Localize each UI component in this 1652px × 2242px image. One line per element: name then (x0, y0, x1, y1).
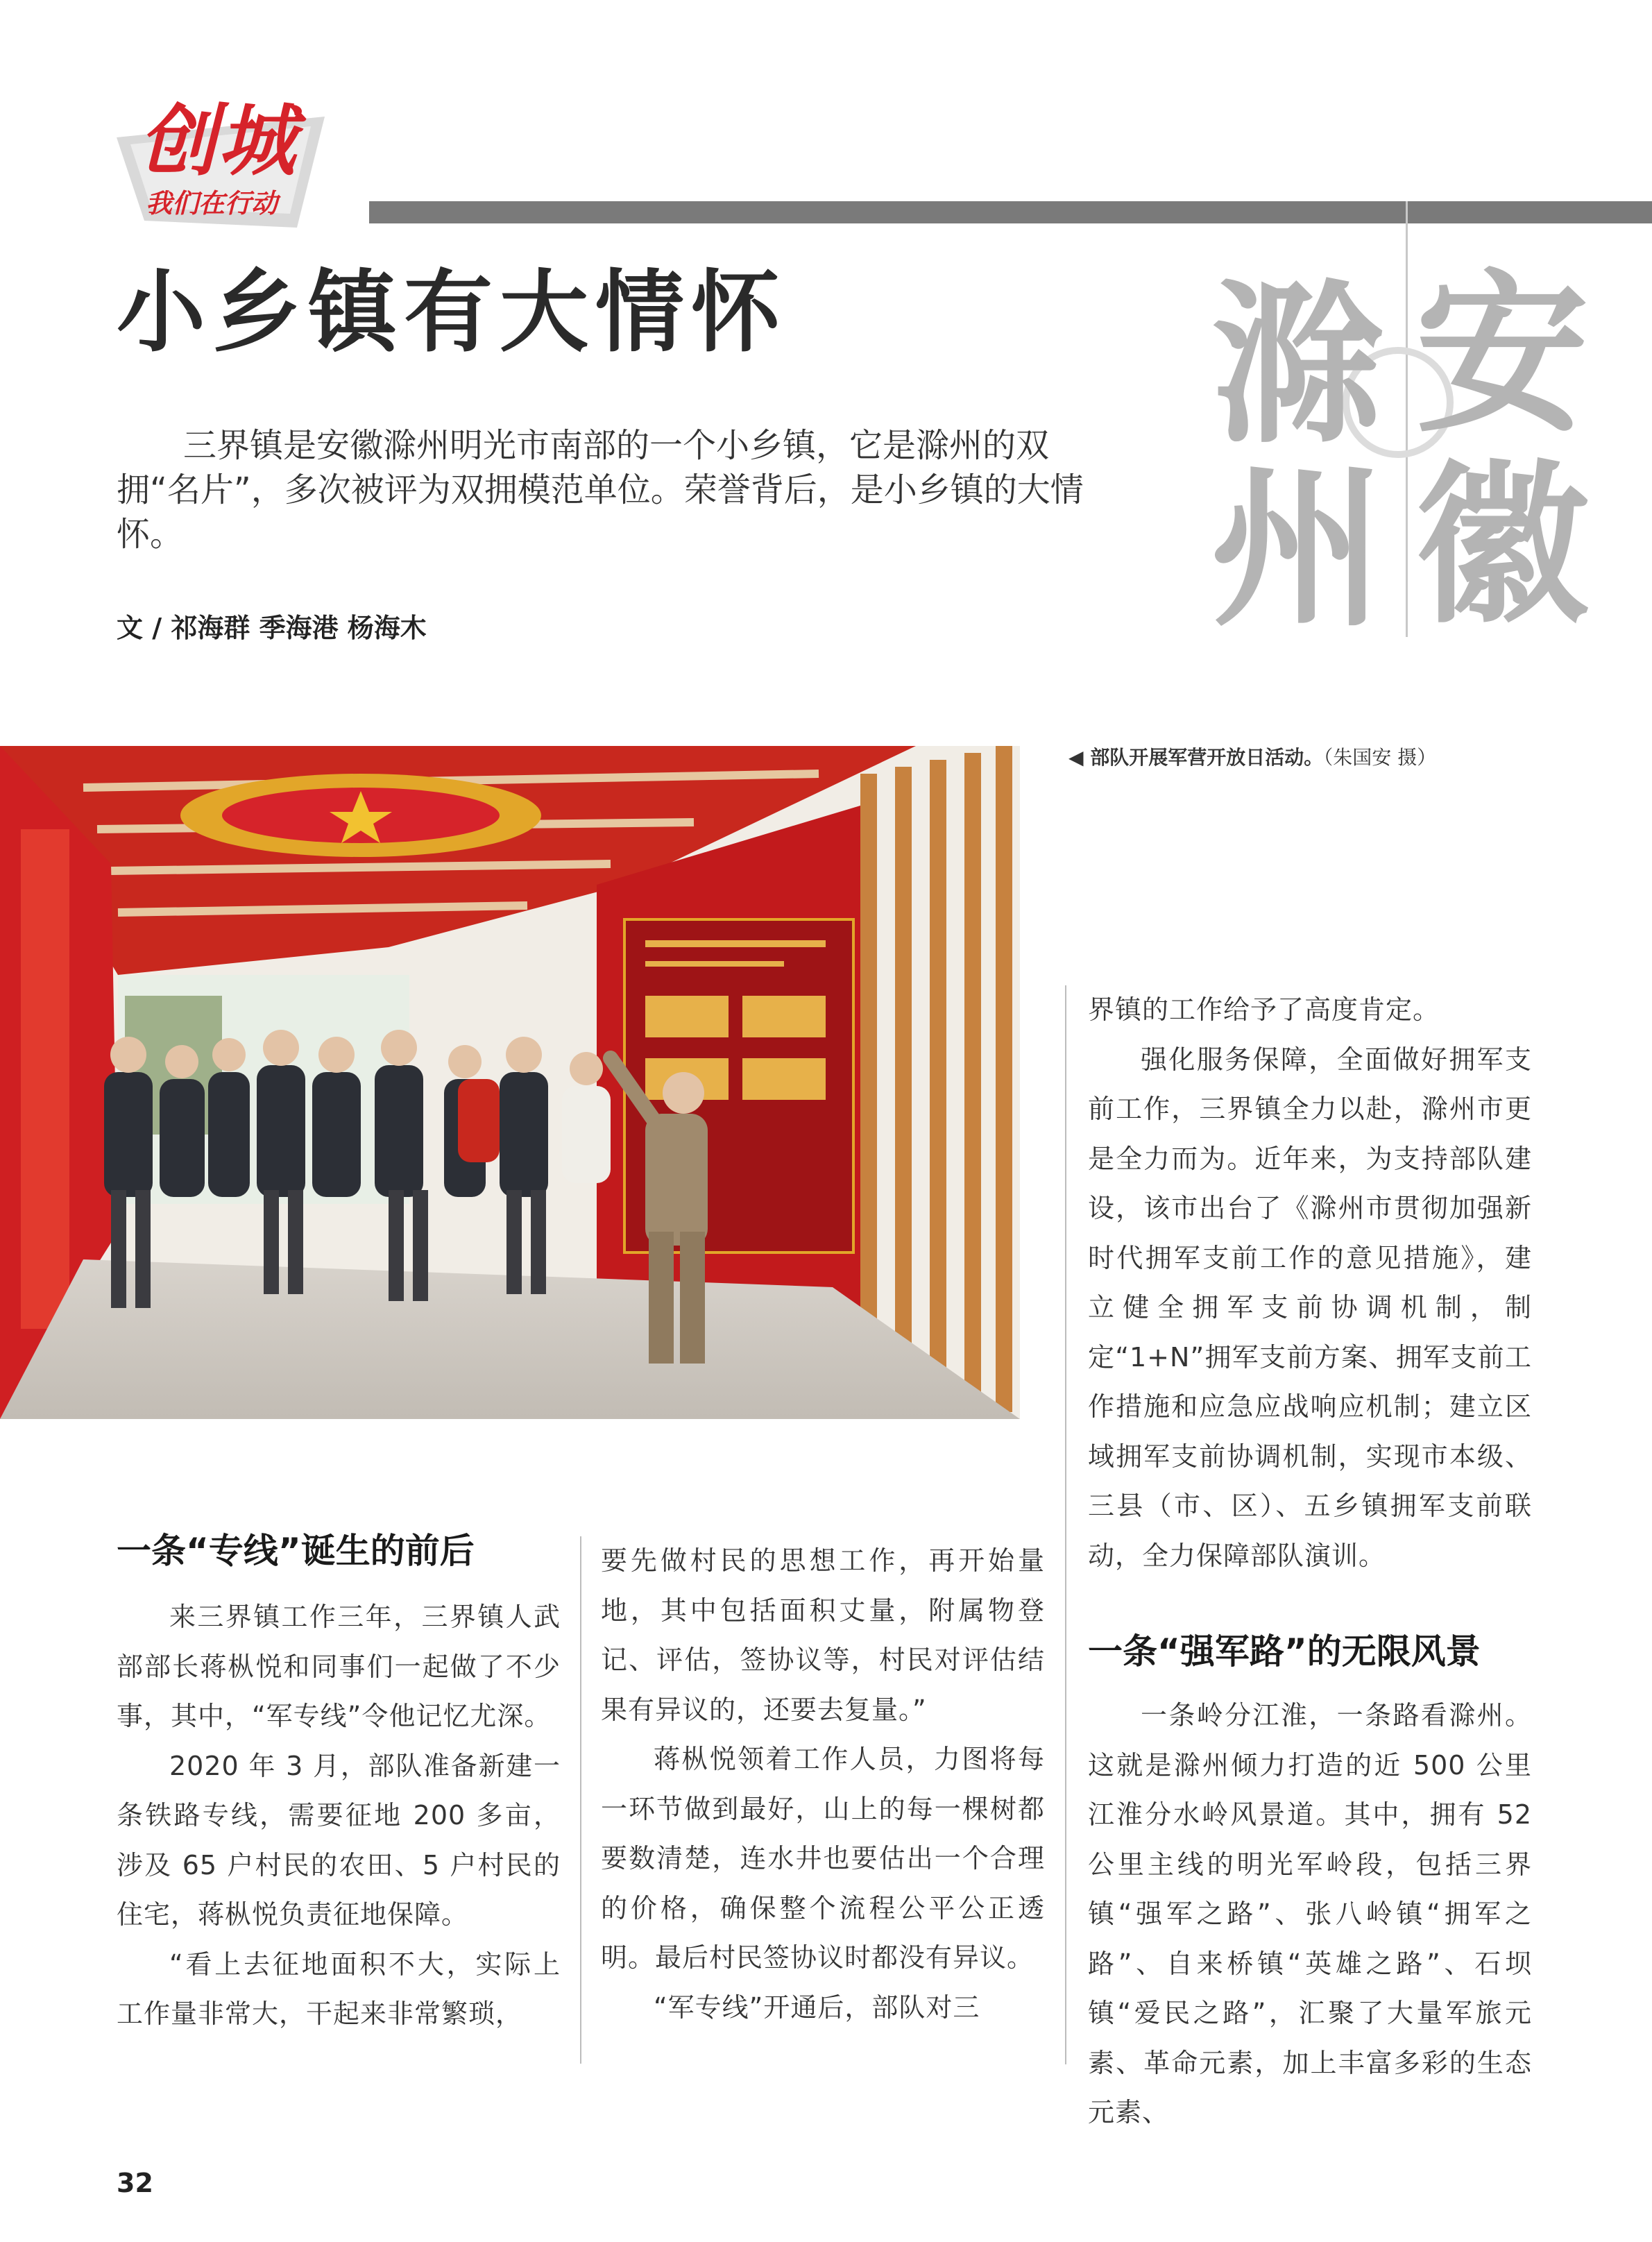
article-lead: 三界镇是安徽滁州明光市南部的一个小乡镇，它是滁州的双拥“名片”，多次被评为双拥模范单位。荣誉背后，是小乡镇的大情怀。 (117, 426, 1084, 554)
section-2-heading: 一条“强军路”的无限风景 (1088, 1631, 1481, 1672)
column-logo-subtitle: 我们在行动 (146, 188, 278, 219)
paragraph: 蒋枞悦领着工作人员，力图将每一环节做到最好，山上的每一棵树都要数清楚，连水井也要估出一个合理的价格，确保整个流程公平公正透明。最后村民签协议时都没有异议。 (601, 1744, 1045, 1973)
paragraph: 要先做村民的思想工作，再开始量地，其中包括面积丈量，附属物登记、评估，签协议等，村民对评估结果有异议的，还要去复量。” (601, 1545, 1045, 1725)
region-char-chu: 滁 (1211, 262, 1384, 466)
photo-caption: ◀ 部队开展军营开放日活动。（朱国安 摄） (1068, 746, 1437, 769)
region-char-an: 安 (1415, 252, 1589, 456)
page-number: 32 (117, 2168, 153, 2198)
paragraph: 强化服务保障，全面做好拥军支前工作，三界镇全力以赴，滁州市更是全力而为。近年来，为支持部队建设，该市出台了《滁州市贯彻加强新时代拥军支前工作的意见措施》，建立健全拥军支前协调机制，制定“1+N”拥军支前方案、拥军支前工作措施和应急应战响应机制；建立区域拥军支前协调机制，实现市本级、三县（市、区）、五乡镇拥军支前联动，全力保障部队演训。 (1088, 1044, 1532, 1571)
body-column-1 (117, 1593, 561, 2039)
paragraph: 一条岭分江淮，一条路看滁州。这就是滁州倾力打造的近 500 公里江淮分水岭风景道。其中，拥有 52 公里主线的明光军岭段，包括三界镇“强军之路”、张八岭镇“拥军之路”、自来桥镇“英雄之路”、石坝镇“爱民之路”，汇聚了大量军旅元素、革命元素，加上丰富多彩的生态元素、 (1088, 1700, 1532, 2128)
photo-illustration (0, 746, 1020, 1419)
article-byline: 文 / 祁海群 季海港 杨海木 (117, 613, 427, 643)
paragraph: 来三界镇工作三年，三界镇人武部部长蒋枞悦和同事们一起做了不少事，其中，“军专线”令他记忆尤深。 (117, 1602, 561, 1731)
paragraph: “看上去征地面积不大，实际上工作量非常大，干起来非常繁琐， (117, 1948, 561, 2029)
region-char-hui: 徽 (1415, 443, 1589, 647)
body-column-3 (1088, 985, 1532, 1581)
column-divider-1 (580, 1536, 581, 2064)
column-divider-2 (1065, 985, 1066, 2064)
region-char-zhou: 州 (1211, 446, 1384, 650)
body-column-3b (1088, 1691, 1532, 2138)
article-title: 小乡镇有大情怀 (117, 260, 787, 364)
header-rule (369, 201, 1652, 223)
article-photo (0, 746, 1020, 1419)
paragraph: “军专线”开通后，部队对三 (654, 1992, 980, 2023)
photo-credit: （朱国安 摄） (1323, 746, 1437, 769)
paragraph: 界镇的工作给予了高度肯定。 (1088, 994, 1440, 1025)
section-1-heading: 一条“专线”诞生的前后 (117, 1531, 475, 1571)
column-logo-title: 创城 (139, 96, 297, 187)
paragraph: 2020 年 3 月，部队准备新建一条铁路专线，需要征地 200 多亩，涉及 65 户村民的农田、5 户村民的住宅，蒋枞悦负责征地保障。 (117, 1750, 561, 1930)
body-column-2 (601, 1536, 1045, 2032)
